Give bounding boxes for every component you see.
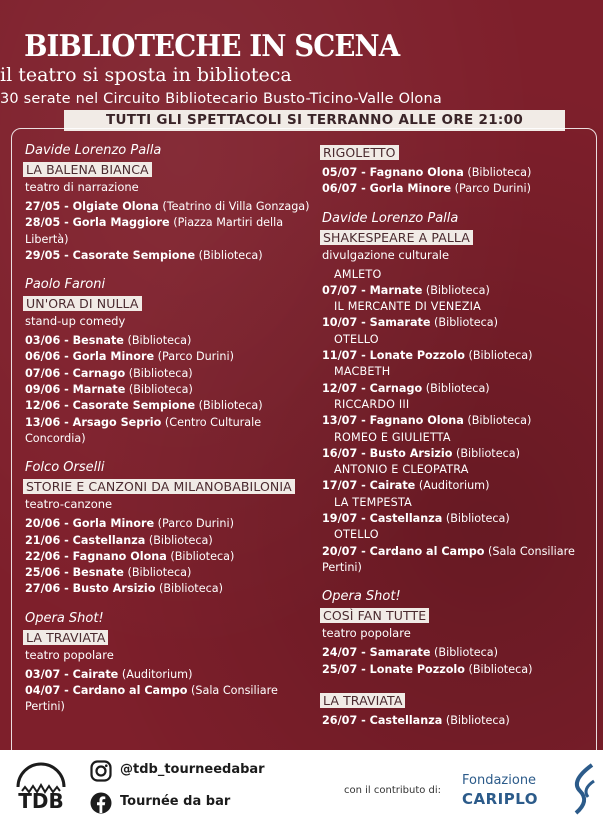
date-place: 25/06 - Besnate — [25, 566, 124, 580]
date-entry — [322, 713, 594, 729]
performer-name: Opera Shot! — [25, 610, 104, 626]
poster-subtitle: il teatro si sposta in biblioteca — [0, 64, 292, 86]
show-title: COSÌ FAN TUTTE — [320, 608, 429, 623]
cariplo-logo-icon — [566, 763, 596, 815]
show-block — [322, 690, 594, 729]
date-entry — [25, 333, 315, 349]
date-place: 13/07 - Fagnano Olona — [322, 414, 464, 428]
date-place: 21/06 - Castellanza — [25, 533, 146, 547]
date-entry — [322, 348, 594, 364]
venue: (Biblioteca) — [434, 316, 498, 330]
show-block — [322, 210, 594, 577]
date-place: 13/06 - Arsago Seprio — [25, 415, 162, 429]
date-entry — [25, 398, 315, 414]
tdb-logo-text: TDB — [18, 789, 64, 813]
venue: (Biblioteca) — [198, 248, 263, 262]
show-block — [25, 610, 315, 716]
sponsor-name-line1: Fondazione — [462, 773, 537, 788]
venue: (Biblioteca) — [467, 166, 532, 179]
date-entry — [25, 248, 315, 264]
show-block — [25, 459, 315, 597]
venue: (Biblioteca) — [434, 646, 498, 660]
venue: (Biblioteca) — [456, 446, 520, 460]
show-genre: stand-up comedy — [25, 314, 126, 329]
show-title: LA TRAVIATA — [23, 630, 108, 645]
instagram-handle: @tdb_tourneedabar — [120, 762, 265, 777]
date-entry — [322, 511, 594, 527]
date-entry — [322, 446, 594, 462]
venue: (Biblioteca) — [127, 334, 192, 348]
date-place: 22/06 - Fagnano Olona — [25, 549, 167, 563]
date-entry — [25, 683, 315, 716]
contribution-label: con il contributo di: — [344, 785, 442, 796]
show-genre: teatro-canzone — [25, 497, 113, 512]
date-place: 20/06 - Gorla Minore — [25, 517, 155, 531]
performer-name: Davide Lorenzo Palla — [322, 210, 459, 226]
show-genre: teatro popolare — [25, 647, 114, 662]
date-place: 09/06 - Marnate — [25, 383, 126, 397]
play-title: AMLETO — [334, 267, 382, 281]
date-entry — [25, 382, 315, 398]
date-entry — [25, 199, 315, 215]
date-entry — [25, 415, 315, 448]
venue: (Centro Culturale Concordia) — [25, 415, 262, 445]
date-entry — [322, 381, 594, 397]
venue: (Biblioteca) — [170, 549, 235, 563]
play-title: RICCARDO III — [334, 397, 410, 411]
date-entry — [322, 544, 594, 577]
date-place: 05/07 - Fagnano Olona — [322, 166, 464, 179]
play-title: LA TEMPESTA — [334, 495, 412, 509]
date-list — [322, 645, 594, 678]
date-place: 12/06 - Casorate Sempione — [25, 399, 196, 413]
date-entry — [25, 565, 315, 581]
show-title: LA TRAVIATA — [320, 693, 405, 708]
date-entry — [322, 283, 594, 299]
performer-name: Paolo Faroni — [25, 277, 106, 293]
date-entry — [25, 349, 315, 365]
date-list — [322, 713, 594, 729]
show-genre: divulgazione culturale — [322, 247, 450, 262]
date-list — [322, 165, 594, 198]
performer-name: Davide Lorenzo Palla — [25, 143, 162, 158]
venue: (Biblioteca) — [468, 662, 533, 676]
venue: (Biblioteca) — [198, 399, 263, 413]
show-title: STORIE E CANZONI DA MILANOBABILONIA — [23, 479, 295, 494]
show-block — [322, 588, 594, 678]
date-entry — [322, 413, 594, 429]
date-entry — [322, 165, 594, 181]
venue: (Auditorium) — [418, 479, 490, 493]
schedule-column-left — [25, 142, 315, 728]
show-block — [25, 142, 315, 264]
date-place: 04/07 - Cardano al Campo — [25, 684, 188, 698]
date-place: 07/07 - Marnate — [322, 283, 423, 297]
show-title: UN'ORA DI NULLA — [23, 296, 142, 311]
show-title: RIGOLETTO — [320, 145, 399, 160]
date-list — [25, 667, 315, 716]
date-place: 06/06 - Gorla Minore — [25, 350, 155, 364]
date-place: 19/07 - Castellanza — [322, 512, 443, 526]
date-place: 03/06 - Besnate — [25, 334, 124, 348]
venue: (Parco Durini) — [157, 350, 234, 364]
performer-name: Opera Shot! — [322, 589, 401, 605]
date-place: 20/07 - Cardano al Campo — [322, 544, 485, 558]
play-title: OTELLO — [334, 332, 379, 346]
date-entry — [322, 662, 594, 678]
poster-title: BIBLIOTECHE IN SCENA — [24, 29, 400, 64]
venue: (Biblioteca) — [159, 582, 223, 596]
instagram-icon — [90, 760, 112, 782]
date-place: 29/05 - Casorate Sempione — [25, 248, 196, 262]
date-place: 11/07 - Lonate Pozzolo — [322, 349, 465, 363]
date-list — [25, 333, 315, 447]
play-title: ANTONIO E CLEOPATRA — [334, 463, 469, 477]
time-banner: TUTTI GLI SPETTACOLI SI TERRANNO ALLE ORE 21:00 — [64, 110, 565, 131]
venue: (Biblioteca) — [445, 713, 510, 727]
venue: (Biblioteca) — [148, 533, 213, 547]
date-entry — [25, 667, 315, 683]
show-title: LA BALENA BIANCA — [23, 162, 152, 177]
venue: (Auditorium) — [121, 667, 193, 681]
date-entry — [25, 215, 315, 248]
date-place: 17/07 - Cairate — [322, 479, 416, 493]
venue: (Parco Durini) — [454, 182, 531, 196]
play-title: OTELLO — [334, 528, 379, 542]
date-place: 28/05 - Gorla Maggiore — [25, 216, 170, 230]
date-list — [25, 516, 315, 597]
date-place: 25/07 - Lonate Pozzolo — [322, 662, 465, 676]
venue: (Biblioteca) — [127, 566, 192, 580]
show-genre: teatro popolare — [322, 626, 411, 641]
facebook-page: Tournée da bar — [120, 794, 231, 809]
date-list — [25, 199, 315, 264]
date-place: 10/07 - Samarate — [322, 316, 431, 330]
venue: (Teatrino di Villa Gonzaga) — [162, 200, 310, 213]
date-entry — [25, 516, 315, 532]
venue: (Biblioteca) — [445, 512, 510, 526]
schedule-column-right — [322, 142, 594, 741]
show-genre: teatro di narrazione — [25, 180, 139, 194]
date-place: 03/07 - Cairate — [25, 667, 119, 681]
date-entry — [322, 478, 594, 494]
play-title: ROMEO E GIULIETTA — [334, 430, 451, 444]
venue: (Sala Consiliare Pertini) — [25, 684, 278, 714]
venue: (Parco Durini) — [157, 517, 234, 531]
venue: (Biblioteca) — [128, 366, 193, 380]
venue: (Biblioteca) — [425, 381, 490, 395]
date-place: 24/07 - Samarate — [322, 646, 431, 660]
facebook-icon — [90, 792, 112, 814]
venue: (Biblioteca) — [128, 383, 193, 397]
venue: (Biblioteca) — [468, 349, 533, 363]
sponsor-name-line2: CARIPLO — [462, 790, 539, 808]
date-entry — [322, 315, 594, 331]
play-title: MACBETH — [334, 365, 391, 379]
venue: (Sala Consiliare Pertini) — [322, 544, 575, 574]
show-title: SHAKESPEARE A PALLA — [320, 230, 473, 245]
date-entry — [25, 533, 315, 549]
date-entry — [25, 366, 315, 382]
date-place: 26/07 - Castellanza — [322, 713, 443, 727]
show-block — [25, 276, 315, 447]
date-place: 12/07 - Carnago — [322, 381, 423, 395]
date-entry — [322, 181, 594, 197]
date-place: 07/06 - Carnago — [25, 366, 126, 380]
date-entry — [25, 581, 315, 597]
show-block — [322, 142, 594, 198]
date-place: 16/07 - Busto Arsizio — [322, 446, 453, 460]
tdb-logo[interactable] — [12, 761, 70, 813]
date-list — [322, 267, 594, 577]
circuit-line: 30 serate nel Circuito Bibliotecario Busto-Ticino-Valle Olona — [0, 91, 442, 107]
date-place: 27/05 - Olgiate Olona — [25, 200, 159, 213]
date-place: 27/06 - Busto Arsizio — [25, 582, 156, 596]
date-entry — [25, 549, 315, 565]
venue: (Biblioteca) — [467, 414, 532, 428]
date-entry — [322, 645, 594, 661]
venue: (Piazza Martiri della Libertà) — [25, 216, 284, 246]
play-title: IL MERCANTE DI VENEZIA — [334, 300, 481, 314]
venue: (Biblioteca) — [425, 283, 490, 297]
performer-name: Folco Orselli — [25, 460, 105, 476]
footer — [0, 750, 603, 817]
date-place: 06/07 - Gorla Minore — [322, 182, 452, 196]
